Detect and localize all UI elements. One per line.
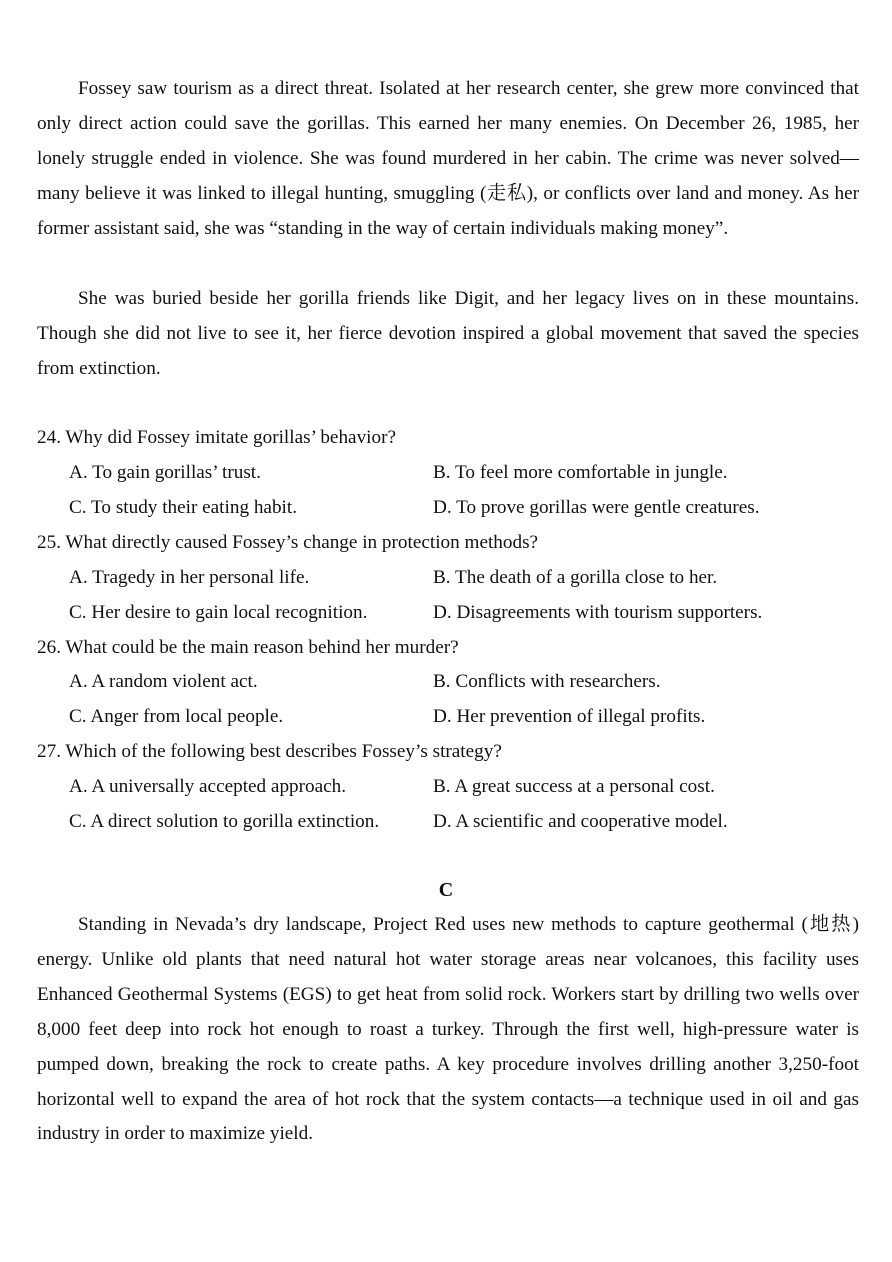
question-24-option-d[interactable]: D. To prove gorillas were gentle creatures. [433, 497, 760, 518]
question-27-option-a[interactable]: A. A universally accepted approach. [69, 776, 347, 797]
question-26-option-c[interactable]: C. Anger from local people. [69, 706, 284, 727]
passage-c-paragraph-1: Standing in Nevada’s dry landscape, Project Red uses new methods to capture geothermal (地热) energy. Unlike old plants that need natural hot water storage areas near volcanoes, this facility uses Enhanced Geothermal Systems (EGS) to get heat from solid rock. Workers start by drilling two wells over 8,000 feet deep into rock hot enough to roast a turkey. Through the first well, high-pressure water is pumped down, breaking the rock to create paths. A key procedure involves drilling another 3,250-foot horizontal well to expand the area of hot rock that the system contacts—a technique used in oil and gas industry in order to maximize yield. [37, 914, 859, 1145]
passage-b-paragraph-1: Fossey saw tourism as a direct threat. Isolated at her research center, she grew more convinced that only direct action could save the gorillas. This earned her many enemies. On December 26, 1985, her lonely struggle ended in violence. She was found murdered in her cabin. The crime was never solved—many believe it was linked to illegal hunting, smuggling (走私), or conflicts over land and money. As her former assistant said, she was “standing in the way of certain individuals making money”. [37, 78, 859, 239]
passage-b-paragraph-2: She was buried beside her gorilla friends like Digit, and her legacy lives on in these mountains. Though she did not live to see it, her fierce devotion inspired a global movement that saved the species from extinction. [37, 288, 859, 379]
question-25-stem: 25. What directly caused Fossey’s change in protection methods? [37, 532, 539, 553]
question-25-option-c[interactable]: C. Her desire to gain local recognition. [69, 602, 368, 623]
question-24-option-a[interactable]: A. To gain gorillas’ trust. [69, 462, 261, 483]
question-27-option-c[interactable]: C. A direct solution to gorilla extinction. [69, 811, 380, 832]
question-27-option-d[interactable]: D. A scientific and cooperative model. [433, 811, 728, 832]
question-27-stem: 27. Which of the following best describes Fossey’s strategy? [37, 741, 502, 762]
question-24-option-b[interactable]: B. To feel more comfortable in jungle. [433, 462, 728, 483]
question-26-stem: 26. What could be the main reason behind her murder? [37, 637, 459, 658]
question-26-option-b[interactable]: B. Conflicts with researchers. [433, 671, 661, 692]
question-25-option-a[interactable]: A. Tragedy in her personal life. [69, 567, 310, 588]
question-24-option-c[interactable]: C. To study their eating habit. [69, 497, 297, 518]
question-26-option-d[interactable]: D. Her prevention of illegal profits. [433, 706, 706, 727]
passage-c-title: C [438, 879, 454, 901]
question-25-option-d[interactable]: D. Disagreements with tourism supporters. [433, 602, 763, 623]
question-24-stem: 24. Why did Fossey imitate gorillas’ behavior? [37, 427, 396, 448]
question-26-option-a[interactable]: A. A random violent act. [69, 671, 258, 692]
question-25-option-b[interactable]: B. The death of a gorilla close to her. [433, 567, 718, 588]
question-27-option-b[interactable]: B. A great success at a personal cost. [433, 776, 715, 797]
